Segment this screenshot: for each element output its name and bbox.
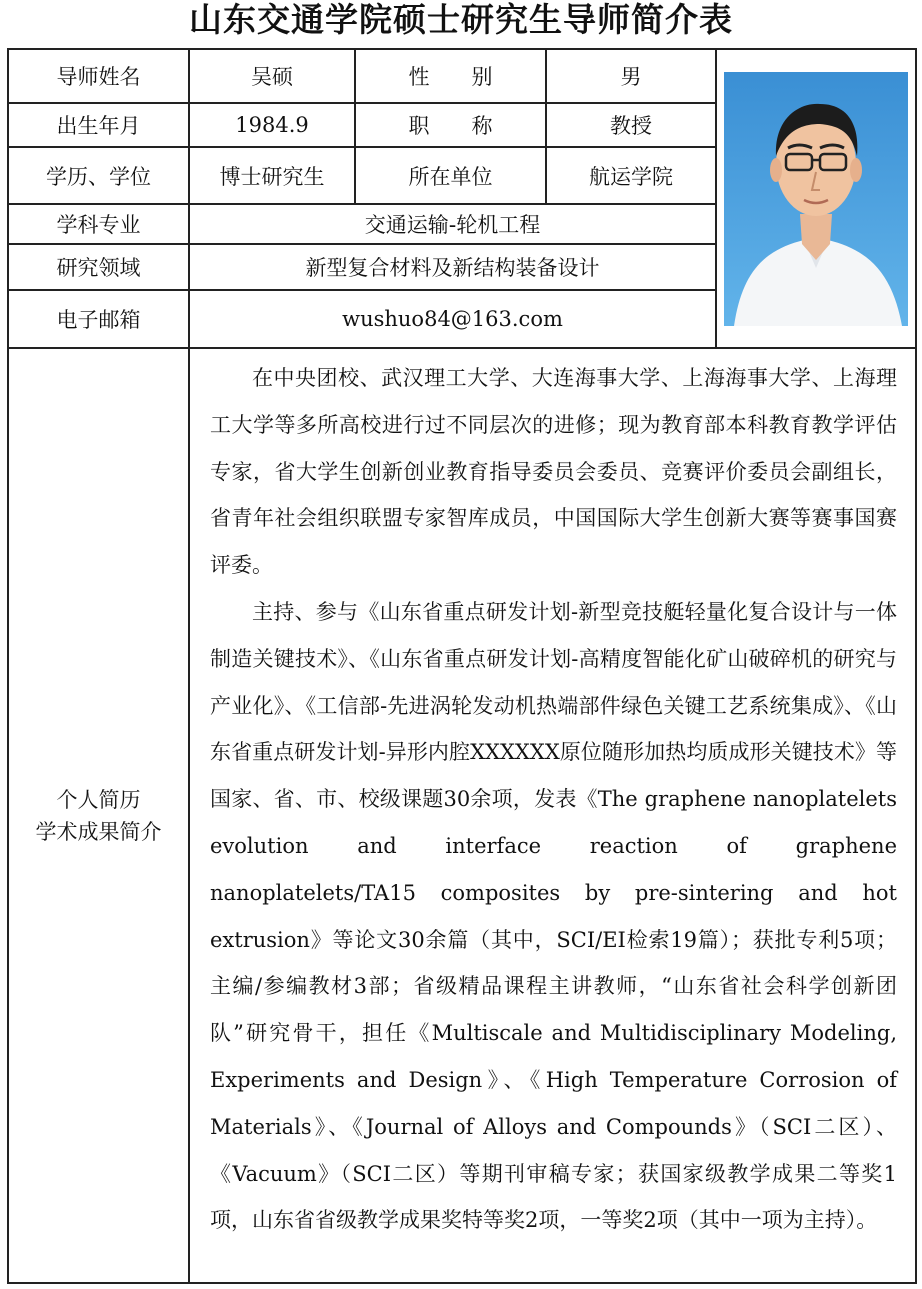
profile-table [7, 48, 917, 1284]
degree-value: 博士研究生 [189, 147, 355, 204]
birth-label: 出生年月 [8, 103, 189, 147]
unit-value: 航运学院 [546, 147, 716, 204]
bio-label-cell [8, 348, 189, 1283]
name-value: 吴硕 [189, 49, 355, 103]
field-value: 新型复合材料及新结构装备设计 [189, 244, 716, 290]
page-title: 山东交通学院硕士研究生导师简介表 [189, 0, 733, 39]
bio-label-line1: 个人简历 [56, 787, 141, 812]
portrait-photo [724, 72, 908, 326]
bio-label-line2: 学术成果简介 [35, 819, 162, 844]
birth-value: 1984.9 [189, 103, 355, 147]
bio-paragraph-1: 在中央团校、武汉理工大学、大连海事大学、上海海事大学、上海理工大学等多所高校进行过不同层次的进修；现为教育部本科教育教学评估专家，省大学生创新创业教育指导委员会委员、竞赛评价委员会副组长，省青年社会组织联盟专家智库成员，中国国际大学生创新大赛等赛事国赛评委。 [210, 366, 897, 578]
portrait-illustration [724, 72, 908, 326]
field-label: 研究领域 [8, 244, 189, 290]
table-row [8, 49, 916, 103]
bio-paragraph-2: 主持、参与《山东省重点研发计划-新型竞技艇轻量化复合设计与一体制造关键技术》、《山东省重点研发计划-高精度智能化矿山破碎机的研究与产业化》、《工信部-先进涡轮发动机热端部件绿色关键工艺系统集成》、《山东省重点研发计划-异形内腔XXXXXX原位随形加热均质成形关键技术》等国家、省、市、校级课题30余项，发表《The graphene nanoplatelets evolution and interface reaction of graphene nanoplatelets/TA15 composites by pre-sintering and hot extrusion》等论文30余篇（其中，SCI/EI检索19篇）；获批专利5项；主编/参编教材3部；省级精品课程主讲教师，“山东省社会科学创新团队”研究骨干，担任《Multiscale and Multidisciplinary Modeling, Experiments and Design》、《High Temperature Corrosion of Materials》、《Journal of Alloys and Compounds》（SCI二区）、《Vacuum》（SCI二区）等期刊审稿专家；获国家级教学成果二等奖1项，山东省省级教学成果奖特等奖2项，一等奖2项（其中一项为主持）。 [210, 599, 897, 1233]
unit-label: 所在单位 [355, 147, 546, 204]
table-row [8, 348, 916, 1283]
major-label: 学科专业 [8, 204, 189, 244]
rank-value: 教授 [546, 103, 716, 147]
gender-value: 男 [546, 49, 716, 103]
bio-content [189, 348, 916, 1283]
gender-label: 性 别 [355, 49, 546, 103]
major-value: 交通运输-轮机工程 [189, 204, 716, 244]
rank-label: 职 称 [355, 103, 546, 147]
name-label: 导师姓名 [8, 49, 189, 103]
email-value: wushuo84@163.com [189, 290, 716, 348]
degree-label: 学历、学位 [8, 147, 189, 204]
email-label: 电子邮箱 [8, 290, 189, 348]
photo-cell [716, 49, 916, 348]
